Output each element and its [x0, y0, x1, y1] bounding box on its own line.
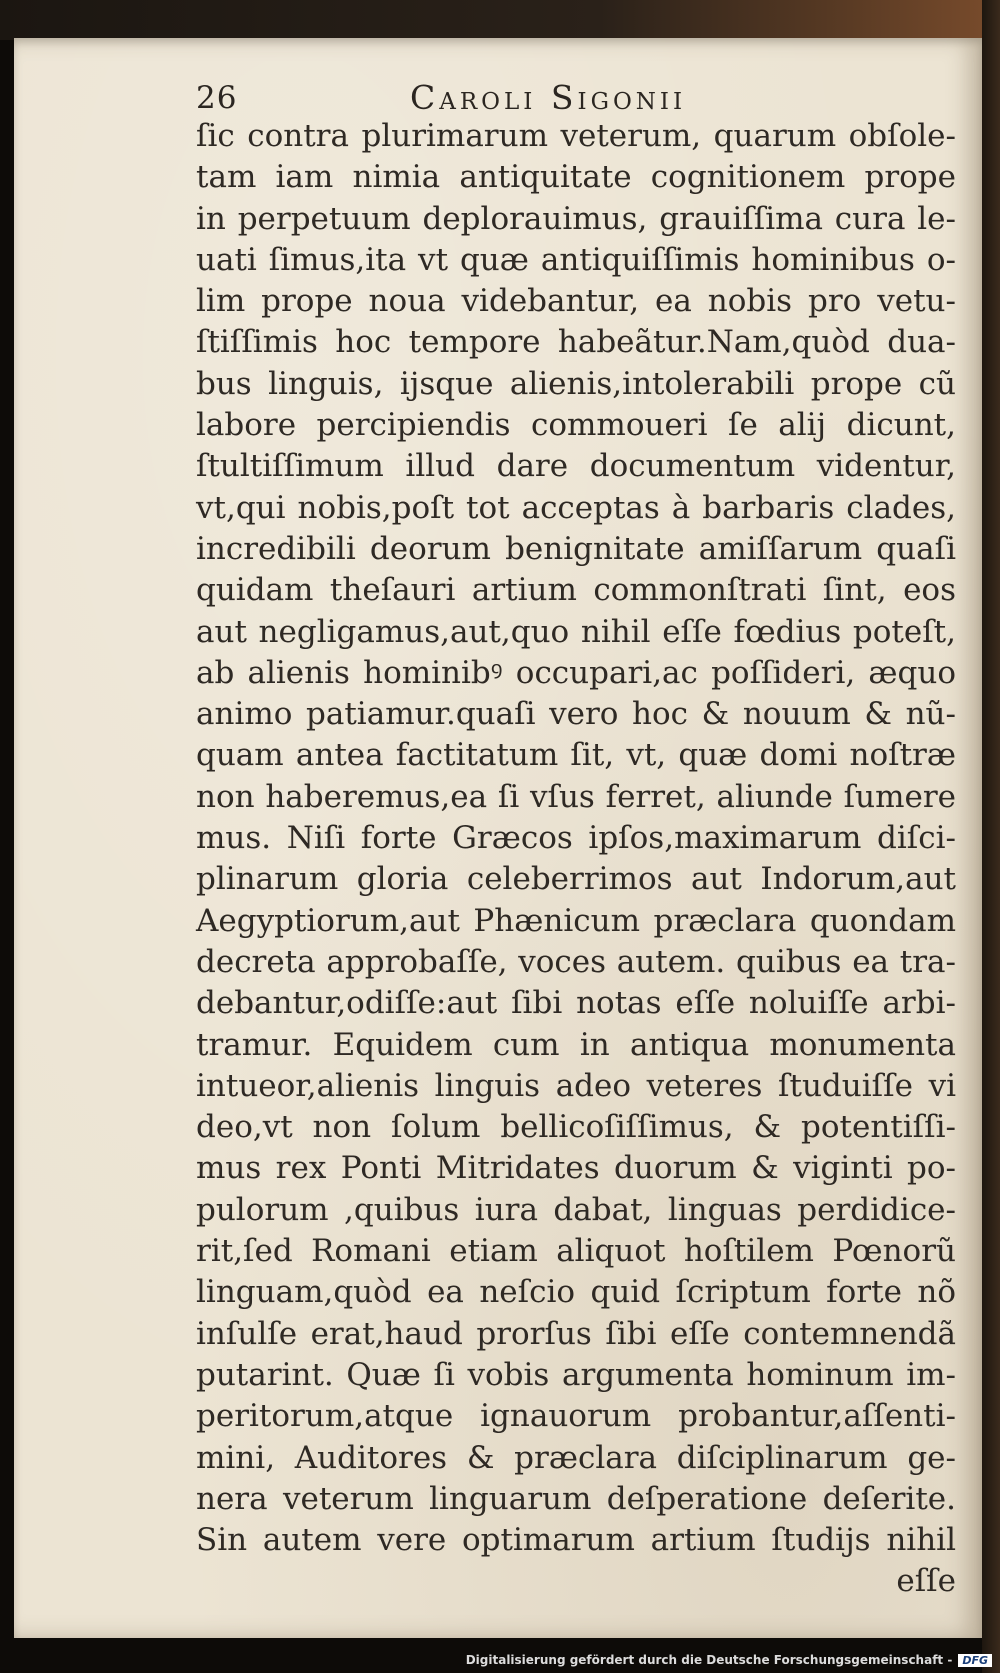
text-line: tramur. Equidem cum in antiqua monumenta	[196, 1026, 956, 1063]
book-cover-edge	[0, 0, 1000, 40]
text-line: mus rex Ponti Mitridates duorum & viginti po-	[196, 1150, 956, 1187]
text-line: quidam theſauri artium commonſtrati ſint, eos	[196, 572, 956, 609]
text-line: ſic contra plurimarum veterum, quarum obſole-	[196, 118, 956, 154]
text-line: quam antea factitatum ſit, vt, quæ domi noſtræ	[196, 737, 956, 774]
text-line: rit,ſed Romani etiam aliquot hoſtilem Pœnorũ	[196, 1233, 956, 1270]
text-line: inſulſe erat,haud prorſus ſibi eſſe contemnendã	[196, 1315, 956, 1352]
text-line: vt,qui nobis,poſt tot acceptas à barbaris clades,	[196, 489, 956, 526]
text-line: mus. Niſi forte Græcos ipſos,maximarum diſci-	[196, 820, 956, 857]
text-line: plinarum gloria celeberrimos aut Indorum,aut	[196, 861, 956, 898]
text-line: labore percipiendis commoueri ſe alij dicunt,	[196, 407, 956, 444]
text-line: incredibili deorum benignitate amiſſarum quaſi	[196, 530, 956, 567]
text-line: putarint. Quæ ſi vobis argumenta hominum im-	[196, 1356, 956, 1393]
dfg-logo[interactable]: DFG	[958, 1654, 992, 1667]
text-line: ſtiſſimis hoc tempore habeãtur.Nam,quòd dua-	[196, 324, 956, 361]
credit-text: Digitalisierung gefördert durch die Deutsche Forschungsgemeinschaft -	[465, 1653, 953, 1667]
text-line: intueor,alienis linguis adeo veteres ſtuduiſſe vi	[196, 1067, 956, 1104]
text-line: mini, Auditores & præclara diſciplinarum ge-	[196, 1439, 956, 1476]
text-line: ab alienis hominibꝰ occupari,ac poſſideri, æquo	[196, 654, 956, 691]
digitization-credit	[466, 1653, 992, 1667]
text-line: uati ſimus,ita vt quæ antiquiſſimis hominibus o-	[196, 241, 956, 278]
text-line: linguam,quòd ea neſcio quid ſcriptum forte nõ	[196, 1274, 956, 1311]
text-line: non haberemus,ea ſi vſus ferret, aliunde ſumere	[196, 778, 956, 815]
text-line: in perpetuum deplorauimus, grauiſſima cura le-	[196, 200, 956, 237]
text-line: nera veterum linguarum deſperatione deſerite.	[196, 1480, 956, 1517]
text-line: pulorum ,quibus iura dabat, linguas perdidice-	[196, 1191, 956, 1228]
page-number: 26	[196, 80, 238, 116]
text-line: deo,vt non ſolum bellicoſiſſimus, & potentiſſi-	[196, 1109, 956, 1146]
text-line: decreta approbaſſe, voces autem. quibus ea tra-	[196, 943, 956, 980]
text-line: debantur,odiſſe:aut ſibi notas eſſe noluiſſe arbi-	[196, 985, 956, 1022]
book-spine-edge	[982, 0, 1000, 1673]
catchword: eſſe	[896, 1563, 956, 1600]
text-line: tam iam nimia antiquitate cognitionem prope	[196, 159, 956, 196]
text-line: lim prope noua videbantur, ea nobis pro vetu-	[196, 283, 956, 320]
text-line: Aegyptiorum,aut Phænicum præclara quondam	[196, 902, 956, 939]
text-line: peritorum,atque ignauorum probantur,aſſenti-	[196, 1398, 956, 1435]
body-text	[196, 116, 956, 1603]
text-line: ſtultiſſimum illud dare documentum videntur,	[196, 448, 956, 485]
text-line: aut negligamus,aut,quo nihil eſſe fœdius poteſt,	[196, 613, 956, 650]
text-line: animo patiamur.quaſi vero hoc & nouum & nũ-	[196, 696, 956, 733]
text-line: bus linguis, ijsque alienis,intolerabili prope cũ	[196, 365, 956, 402]
running-head: Caroli Sigonii	[410, 78, 687, 117]
text-line: Sin autem vere optimarum artium ſtudijs nihil	[196, 1522, 956, 1559]
